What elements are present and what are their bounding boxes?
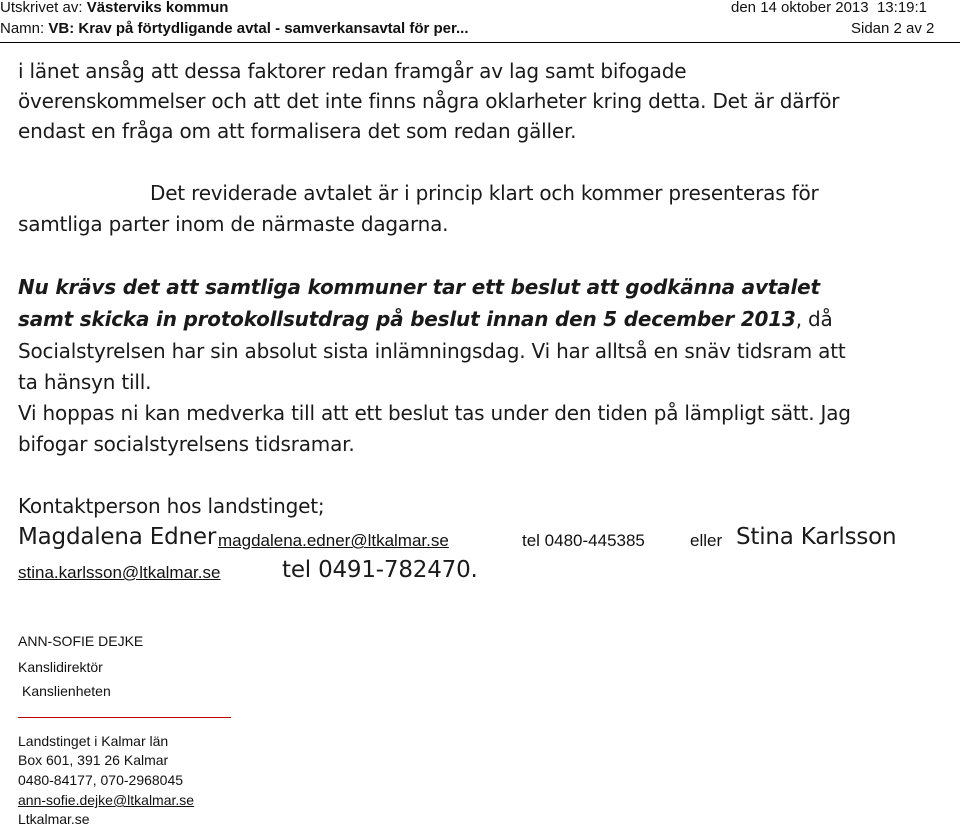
signature-email-link[interactable]: ann-sofie.dejke@ltkalmar.se — [18, 792, 195, 808]
signature-unit: Kanslienheten — [22, 683, 111, 699]
signature-divider — [18, 717, 231, 718]
contact-or: eller — [690, 531, 723, 550]
signature-web: Ltkalmar.se — [18, 811, 90, 827]
signature-address: Box 601, 391 26 Kalmar — [18, 752, 169, 768]
contact-name1: Magdalena Edner — [18, 524, 217, 550]
name-label: Namn: — [0, 20, 45, 37]
print-date: den 14 oktober 2013 — [731, 0, 869, 16]
page-number: Sidan 2 av 2 — [851, 20, 935, 37]
paragraph3-line4: ta hänsyn till. — [18, 370, 152, 394]
contact-name2: Stina Karlsson — [736, 524, 897, 550]
paragraph3-line5: Vi hoppas ni kan medverka till att ett beslut tas under den tiden på lämpligt sätt. Jag — [18, 401, 851, 425]
signature-phones: 0480-84177, 070-2968045 — [18, 772, 184, 788]
contact-tel1: tel 0480-445385 — [522, 531, 645, 550]
contact-email2-link[interactable]: stina.karlsson@ltkalmar.se — [18, 563, 221, 582]
signature-title: Kanslidirektör — [18, 659, 103, 675]
print-datetime — [731, 0, 927, 16]
contact-heading: Kontaktperson hos landstinget; — [18, 494, 325, 518]
signature-org: Landstinget i Kalmar län — [18, 733, 169, 749]
paragraph3-line3: Socialstyrelsen har sin absolut sista inlämningsdag. Vi har alltså en snäv tidsram att — [18, 339, 846, 363]
print-time: 13:19:1 — [876, 0, 928, 16]
paragraph3-line2-tail: , då — [795, 307, 833, 331]
paragraph1-line2: överenskommelser och att det inte finns några oklarheter kring detta. Det är därför — [18, 89, 840, 113]
header-rule — [0, 42, 960, 43]
paragraph3-bold-line1: Nu krävs det att samtliga kommuner tar ett beslut att godkänna avtalet — [18, 275, 820, 299]
paragraph3-bold-line2: samt skicka in protokollsutdrag på beslut innan den 5 december 2013 — [18, 307, 796, 331]
signature-name: ANN-SOFIE DEJKE — [18, 633, 144, 649]
printed-by-value: Västerviks kommun — [86, 0, 229, 16]
paragraph2-line1: Det reviderade avtalet är i princip klart och kommer presenteras för — [150, 181, 819, 205]
name-value: VB: Krav på förtydligande avtal - samverkansavtal för per... — [48, 20, 469, 37]
paragraph1-line1: i länet ansåg att dessa faktorer redan framgår av lag samt bifogade — [18, 59, 687, 83]
paragraph3-line6: bifogar socialstyrelsens tidsramar. — [18, 432, 355, 456]
document-name — [0, 20, 469, 37]
printed-by-label: Utskrivet av: — [0, 0, 83, 16]
contact-tel2: tel 0491-782470. — [282, 557, 478, 583]
paragraph1-line3: endast en fråga om att formalisera det som redan gäller. — [18, 119, 577, 143]
printed-by — [0, 0, 228, 16]
paragraph3-line2 — [18, 307, 833, 331]
paragraph2-line2: samtliga parter inom de närmaste dagarna. — [18, 212, 449, 236]
contact-email1-link[interactable]: magdalena.edner@ltkalmar.se — [218, 531, 449, 550]
